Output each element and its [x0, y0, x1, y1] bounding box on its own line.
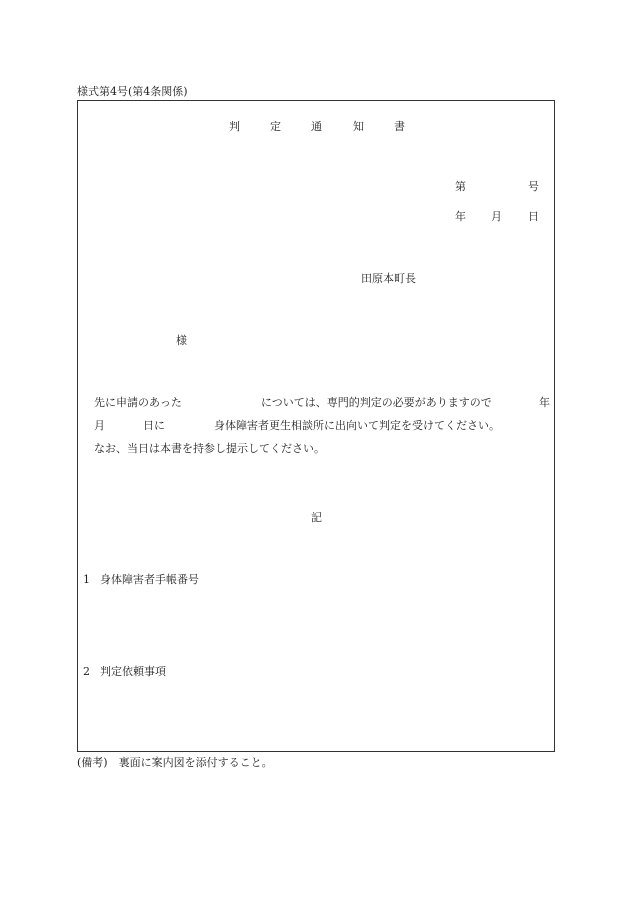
item-2-label: 判定依頼事項: [100, 665, 166, 678]
form-label: 様式第4号(第4条関係): [77, 85, 188, 98]
body-line2-month: 月: [94, 419, 105, 432]
item-1-number: 1: [83, 573, 90, 586]
issuer: 田原本町長: [361, 272, 416, 285]
number-prefix: 第: [455, 180, 466, 193]
body-line1-mid: については、専門的判定の必要がありますので: [261, 396, 492, 409]
body-line3: なお、当日は本書を持参し提示してください。: [94, 442, 325, 455]
number-suffix: 号: [528, 180, 539, 193]
body-line1-start: 先に申請のあった: [94, 396, 182, 409]
note: (備考) 裏面に案内図を添付すること。: [77, 756, 273, 769]
date-month: 月: [491, 210, 502, 223]
title-char-3: 通: [311, 120, 322, 133]
item-2-number: 2: [83, 665, 90, 678]
ki-heading: 記: [311, 511, 322, 524]
title-char-5: 書: [394, 120, 405, 133]
item-1-label: 身体障害者手帳番号: [100, 573, 199, 586]
title-char-1: 判: [229, 120, 240, 133]
date-year: 年: [455, 210, 466, 223]
body-line1-end: 年: [539, 396, 550, 409]
body-line2-text: 身体障害者更生相談所に出向いて判定を受けてください。: [214, 419, 500, 432]
title-char-4: 知: [353, 120, 364, 133]
addressee-suffix: 様: [176, 334, 187, 347]
date-day: 日: [528, 210, 539, 223]
body-line2-day: 日に: [143, 419, 165, 432]
title-char-2: 定: [270, 120, 281, 133]
